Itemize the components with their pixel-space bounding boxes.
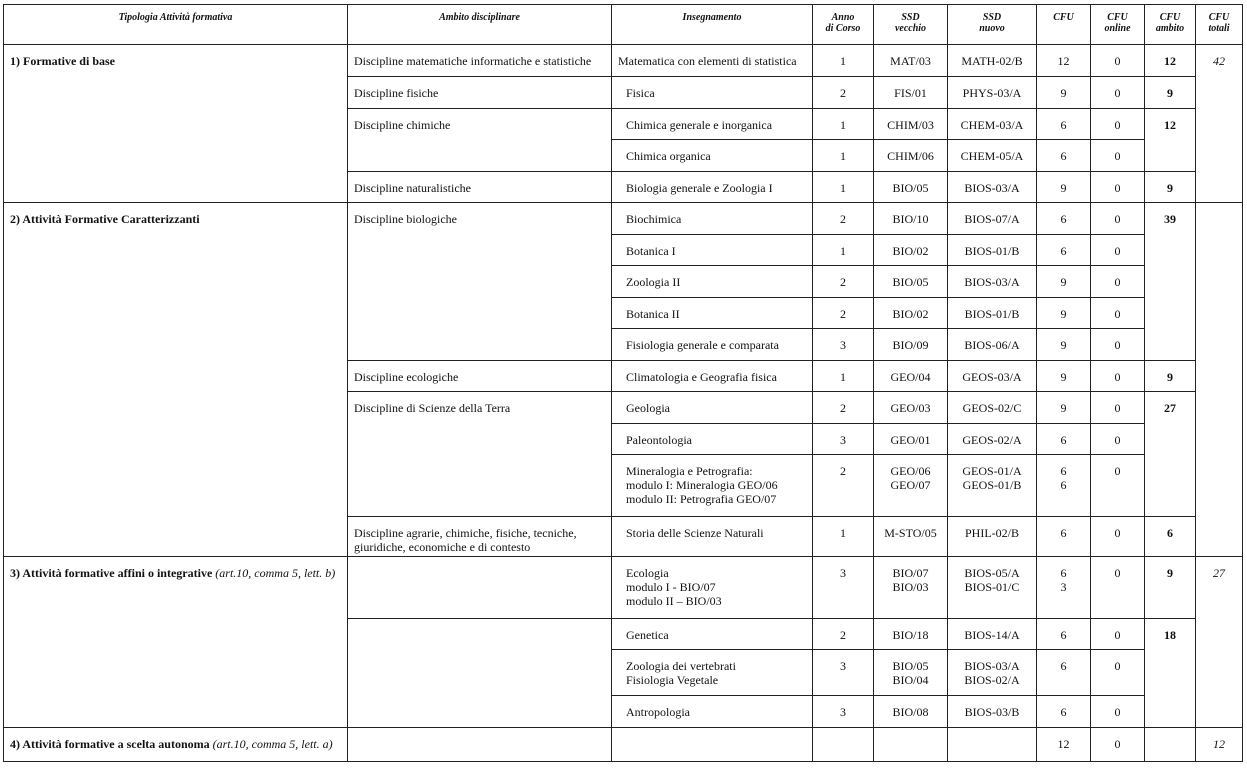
section-title-affini bbox=[4, 557, 348, 728]
cfu-cell: 6 bbox=[1037, 140, 1091, 172]
cfu-cell: 6 bbox=[1037, 109, 1091, 140]
ssd-nuovo-cell: PHIL-02/B bbox=[948, 517, 1037, 557]
anno-cell: 2 bbox=[813, 455, 874, 517]
table-row bbox=[4, 728, 1243, 762]
section-scelta-note: (art.10, comma 5, lett. a) bbox=[212, 737, 333, 751]
ssd-nuovo-cell bbox=[948, 557, 1037, 619]
cfu-online-cell: 0 bbox=[1091, 455, 1145, 517]
anno-cell: 1 bbox=[813, 45, 874, 77]
cfu-online-cell: 0 bbox=[1091, 140, 1145, 172]
cfu-ambito-cell: 12 bbox=[1145, 45, 1196, 77]
cfu-totali-cell: 42 bbox=[1196, 45, 1243, 203]
cfu-ambito-cell: 9 bbox=[1145, 77, 1196, 109]
header-ssd-vecchio-line1: SSD bbox=[901, 12, 920, 23]
header-insegnamento: Insegnamento bbox=[612, 5, 813, 45]
ssd-vecchio-cell: BIO/05 bbox=[874, 172, 948, 203]
insegnamento-cell: Chimica organica bbox=[612, 140, 813, 172]
cfu-cell: 6 bbox=[1037, 696, 1091, 728]
cfu-online-cell: 0 bbox=[1091, 361, 1145, 392]
cfu-online-cell: 0 bbox=[1091, 109, 1145, 140]
cfu-online-cell: 0 bbox=[1091, 329, 1145, 361]
header-row bbox=[4, 5, 1243, 45]
anno-cell: 2 bbox=[813, 77, 874, 109]
insegnamento-cell: Zoologia II bbox=[612, 266, 813, 298]
insegnamento-cell: Storia delle Scienze Naturali bbox=[612, 517, 813, 557]
section-title-caratterizzanti: 2) Attività Formative Caratterizzanti bbox=[4, 203, 348, 557]
ssd-nuovo-cell: PHYS-03/A bbox=[948, 77, 1037, 109]
ambito-cell: Discipline naturalistiche bbox=[348, 172, 612, 203]
cfu-online-cell: 0 bbox=[1091, 77, 1145, 109]
ssd-nuovo-cell bbox=[948, 728, 1037, 762]
insegnamento-cell: Antropologia bbox=[612, 696, 813, 728]
ssd-vecchio-cell: BIO/18 bbox=[874, 619, 948, 650]
anno-cell: 1 bbox=[813, 172, 874, 203]
curriculum-table bbox=[3, 4, 1243, 762]
cfu-cell: 6 bbox=[1037, 424, 1091, 455]
cfu-cell: 6 bbox=[1037, 619, 1091, 650]
ssd-vecchio-cell: BIO/09 bbox=[874, 329, 948, 361]
ssd-vecchio-cell: GEO/04 bbox=[874, 361, 948, 392]
cfu-online-cell: 0 bbox=[1091, 172, 1145, 203]
header-cfu-online bbox=[1091, 5, 1145, 45]
anno-cell: 1 bbox=[813, 235, 874, 266]
insegnamento-cell: Paleontologia bbox=[612, 424, 813, 455]
insegnamento-cell bbox=[612, 728, 813, 762]
ssd-nuovo-cell: BIOS-03/A bbox=[948, 266, 1037, 298]
cfu-online-cell: 0 bbox=[1091, 650, 1145, 696]
cfu-cell: 9 bbox=[1037, 298, 1091, 329]
insegnamento-cell: Genetica bbox=[612, 619, 813, 650]
ssd-vecchio-cell: CHIM/06 bbox=[874, 140, 948, 172]
cfu-cell bbox=[1037, 455, 1091, 517]
cfu-ambito-cell: 27 bbox=[1145, 392, 1196, 517]
anno-cell: 2 bbox=[813, 392, 874, 424]
anno-cell: 1 bbox=[813, 517, 874, 557]
cfu-cell: 12 bbox=[1037, 45, 1091, 77]
cfu-totali-cell: 12 bbox=[1196, 728, 1243, 762]
cfu-ambito-cell: 39 bbox=[1145, 203, 1196, 361]
ambito-cell bbox=[348, 557, 612, 619]
ssd-nuovo-cell bbox=[948, 650, 1037, 696]
ssd-nuovo-cell: GEOS-03/A bbox=[948, 361, 1037, 392]
cfu-cell: 9 bbox=[1037, 77, 1091, 109]
ssd-vecchio-cell: CHIM/03 bbox=[874, 109, 948, 140]
cfu-ambito-cell: 9 bbox=[1145, 361, 1196, 392]
ssd-vecchio-cell: GEO/01 bbox=[874, 424, 948, 455]
insegnamento-multiline: Ecologia modulo I - BIO/07 modulo II – BIO/03 bbox=[626, 566, 722, 608]
cfu-online-cell: 0 bbox=[1091, 424, 1145, 455]
header-anno-line1: Anno bbox=[831, 12, 855, 23]
ssd-vecchio-cell: BIO/02 bbox=[874, 235, 948, 266]
ssd-vecchio-cell bbox=[874, 455, 948, 517]
insegnamento-cell: Botanica II bbox=[612, 298, 813, 329]
ambito-cell: Discipline ecologiche bbox=[348, 361, 612, 392]
insegnamento-cell: Climatologia e Geografia fisica bbox=[612, 361, 813, 392]
header-cfu-totali-line1: CFU bbox=[1208, 12, 1230, 23]
ssd-vecchio-cell: GEO/03 bbox=[874, 392, 948, 424]
ssd-nuovo-cell: CHEM-05/A bbox=[948, 140, 1037, 172]
anno-cell: 2 bbox=[813, 203, 874, 235]
header-cfu-ambito bbox=[1145, 5, 1196, 45]
cfu-online-cell: 0 bbox=[1091, 235, 1145, 266]
cfu-cell: 6 bbox=[1037, 203, 1091, 235]
ambito-cell: Discipline di Scienze della Terra bbox=[348, 392, 612, 517]
ssd-nuovo-cell: MATH-02/B bbox=[948, 45, 1037, 77]
header-ssd-vecchio bbox=[874, 5, 948, 45]
insegnamento-cell bbox=[612, 455, 813, 517]
anno-cell: 2 bbox=[813, 266, 874, 298]
header-tipologia: Tipologia Attività formativa bbox=[4, 5, 348, 45]
cfu-ambito-cell: 9 bbox=[1145, 172, 1196, 203]
table-row bbox=[4, 557, 1243, 619]
cfu-cell bbox=[1037, 557, 1091, 619]
ssd-vecchio-cell: BIO/08 bbox=[874, 696, 948, 728]
ssd-vecchio-multiline: BIO/05 BIO/04 bbox=[892, 659, 929, 687]
ssd-nuovo-multiline: BIOS-03/A BIOS-02/A bbox=[964, 659, 1020, 687]
cfu-online-cell: 0 bbox=[1091, 696, 1145, 728]
anno-cell: 2 bbox=[813, 298, 874, 329]
insegnamento-cell: Botanica I bbox=[612, 235, 813, 266]
header-cfu-totali bbox=[1196, 5, 1243, 45]
cfu-cell: 9 bbox=[1037, 266, 1091, 298]
cfu-online-cell: 0 bbox=[1091, 392, 1145, 424]
cfu-cell: 12 bbox=[1037, 728, 1091, 762]
anno-cell: 3 bbox=[813, 696, 874, 728]
table-row bbox=[4, 45, 1243, 77]
header-anno bbox=[813, 5, 874, 45]
cfu-cell: 6 bbox=[1037, 517, 1091, 557]
ssd-vecchio-cell: BIO/10 bbox=[874, 203, 948, 235]
insegnamento-cell: Biologia generale e Zoologia I bbox=[612, 172, 813, 203]
cfu-cell: 9 bbox=[1037, 172, 1091, 203]
cfu-ambito-cell: 9 bbox=[1145, 557, 1196, 619]
section-affini-title: 3) Attività formative affini o integrative bbox=[10, 566, 213, 580]
header-ssd-nuovo bbox=[948, 5, 1037, 45]
header-ssd-nuovo-line1: SSD bbox=[982, 12, 1002, 23]
ssd-vecchio-multiline: BIO/07 BIO/03 bbox=[892, 566, 929, 594]
ambito-cell bbox=[348, 619, 612, 728]
header-ssd-nuovo-line2: nuovo bbox=[979, 23, 1005, 34]
ssd-nuovo-cell: BIOS-01/B bbox=[948, 235, 1037, 266]
insegnamento-cell: Fisiologia generale e comparata bbox=[612, 329, 813, 361]
cfu-online-cell: 0 bbox=[1091, 45, 1145, 77]
section-title-scelta bbox=[4, 728, 348, 762]
insegnamento-multiline: Zoologia dei vertebrati Fisiologia Vegetale bbox=[626, 659, 736, 687]
header-cfu-online-line2: online bbox=[1104, 23, 1131, 34]
header-ambito: Ambito disciplinare bbox=[348, 5, 612, 45]
insegnamento-cell bbox=[612, 557, 813, 619]
section-scelta-title: 4) Attività formative a scelta autonoma bbox=[10, 737, 210, 751]
ssd-vecchio-cell: FIS/01 bbox=[874, 77, 948, 109]
header-cfu: CFU bbox=[1037, 5, 1091, 45]
cfu-online-cell: 0 bbox=[1091, 266, 1145, 298]
anno-cell: 2 bbox=[813, 619, 874, 650]
ambito-cell: Discipline agrarie, chimiche, fisiche, tecniche, giuridiche, economiche e di contesto bbox=[348, 517, 612, 557]
ssd-nuovo-cell: CHEM-03/A bbox=[948, 109, 1037, 140]
ssd-nuovo-cell: BIOS-01/B bbox=[948, 298, 1037, 329]
cfu-totali-cell: 27 bbox=[1196, 557, 1243, 728]
anno-cell: 3 bbox=[813, 557, 874, 619]
section-affini-note: (art.10, comma 5, lett. b) bbox=[215, 566, 336, 580]
insegnamento-cell: Geologia bbox=[612, 392, 813, 424]
ssd-vecchio-multiline: GEO/06 GEO/07 bbox=[890, 464, 931, 492]
insegnamento-cell: Matematica con elementi di statistica bbox=[612, 45, 813, 77]
cfu-totali-cell bbox=[1196, 203, 1243, 557]
ssd-nuovo-cell: BIOS-07/A bbox=[948, 203, 1037, 235]
ssd-vecchio-cell: M-STO/05 bbox=[874, 517, 948, 557]
header-cfu-online-line1: CFU bbox=[1107, 12, 1128, 23]
cfu-multiline: 6 6 bbox=[1060, 464, 1067, 492]
cfu-ambito-cell: 18 bbox=[1145, 619, 1196, 728]
cfu-online-cell: 0 bbox=[1091, 557, 1145, 619]
cfu-online-cell: 0 bbox=[1091, 203, 1145, 235]
cfu-multiline: 6 3 bbox=[1060, 566, 1067, 594]
ambito-cell: Discipline fisiche bbox=[348, 77, 612, 109]
ssd-vecchio-cell bbox=[874, 557, 948, 619]
ssd-nuovo-cell: GEOS-02/A bbox=[948, 424, 1037, 455]
anno-cell: 1 bbox=[813, 109, 874, 140]
ssd-nuovo-cell: BIOS-06/A bbox=[948, 329, 1037, 361]
header-cfu-ambito-line1: CFU bbox=[1159, 12, 1181, 23]
header-anno-line2: di Corso bbox=[825, 23, 861, 34]
ssd-nuovo-cell: BIOS-03/B bbox=[948, 696, 1037, 728]
ssd-vecchio-cell: MAT/03 bbox=[874, 45, 948, 77]
cfu-ambito-cell: 6 bbox=[1145, 517, 1196, 557]
ambito-cell: Discipline biologiche bbox=[348, 203, 612, 361]
cfu-cell: 9 bbox=[1037, 392, 1091, 424]
ssd-vecchio-cell: BIO/02 bbox=[874, 298, 948, 329]
insegnamento-cell bbox=[612, 650, 813, 696]
anno-cell bbox=[813, 728, 874, 762]
header-ssd-vecchio-line2: vecchio bbox=[894, 23, 927, 34]
ssd-vecchio-cell bbox=[874, 728, 948, 762]
insegnamento-cell: Fisica bbox=[612, 77, 813, 109]
ambito-cell: Discipline matematiche informatiche e statistiche bbox=[348, 45, 612, 77]
ssd-nuovo-multiline: BIOS-05/A BIOS-01/C bbox=[964, 566, 1020, 594]
insegnamento-cell: Biochimica bbox=[612, 203, 813, 235]
cfu-online-cell: 0 bbox=[1091, 298, 1145, 329]
cfu-cell: 6 bbox=[1037, 235, 1091, 266]
ssd-nuovo-cell: BIOS-14/A bbox=[948, 619, 1037, 650]
anno-cell: 3 bbox=[813, 424, 874, 455]
ambito-cell bbox=[348, 728, 612, 762]
header-cfu-ambito-line2: ambito bbox=[1155, 23, 1185, 34]
ambito-cell: Discipline chimiche bbox=[348, 109, 612, 172]
cfu-cell: 9 bbox=[1037, 361, 1091, 392]
anno-cell: 3 bbox=[813, 650, 874, 696]
insegnamento-multiline: Mineralogia e Petrografia: modulo I: Mineralogia GEO/06 modulo II: Petrografia GEO/07 bbox=[626, 464, 778, 506]
cfu-cell: 9 bbox=[1037, 329, 1091, 361]
cfu-cell: 6 bbox=[1037, 650, 1091, 696]
cfu-online-cell: 0 bbox=[1091, 517, 1145, 557]
cfu-ambito-cell: 12 bbox=[1145, 109, 1196, 172]
anno-cell: 1 bbox=[813, 361, 874, 392]
section-title-base: 1) Formative di base bbox=[4, 45, 348, 203]
ssd-nuovo-multiline: GEOS-01/A GEOS-01/B bbox=[962, 464, 1022, 492]
header-cfu-totali-line2: totali bbox=[1208, 23, 1230, 34]
cfu-online-cell: 0 bbox=[1091, 619, 1145, 650]
ssd-nuovo-cell: BIOS-03/A bbox=[948, 172, 1037, 203]
anno-cell: 1 bbox=[813, 140, 874, 172]
ssd-vecchio-cell: BIO/05 bbox=[874, 266, 948, 298]
ssd-nuovo-cell bbox=[948, 455, 1037, 517]
cfu-ambito-cell bbox=[1145, 728, 1196, 762]
ssd-vecchio-cell bbox=[874, 650, 948, 696]
table-row bbox=[4, 203, 1243, 235]
anno-cell: 3 bbox=[813, 329, 874, 361]
insegnamento-cell: Chimica generale e inorganica bbox=[612, 109, 813, 140]
ssd-nuovo-cell: GEOS-02/C bbox=[948, 392, 1037, 424]
cfu-online-cell: 0 bbox=[1091, 728, 1145, 762]
